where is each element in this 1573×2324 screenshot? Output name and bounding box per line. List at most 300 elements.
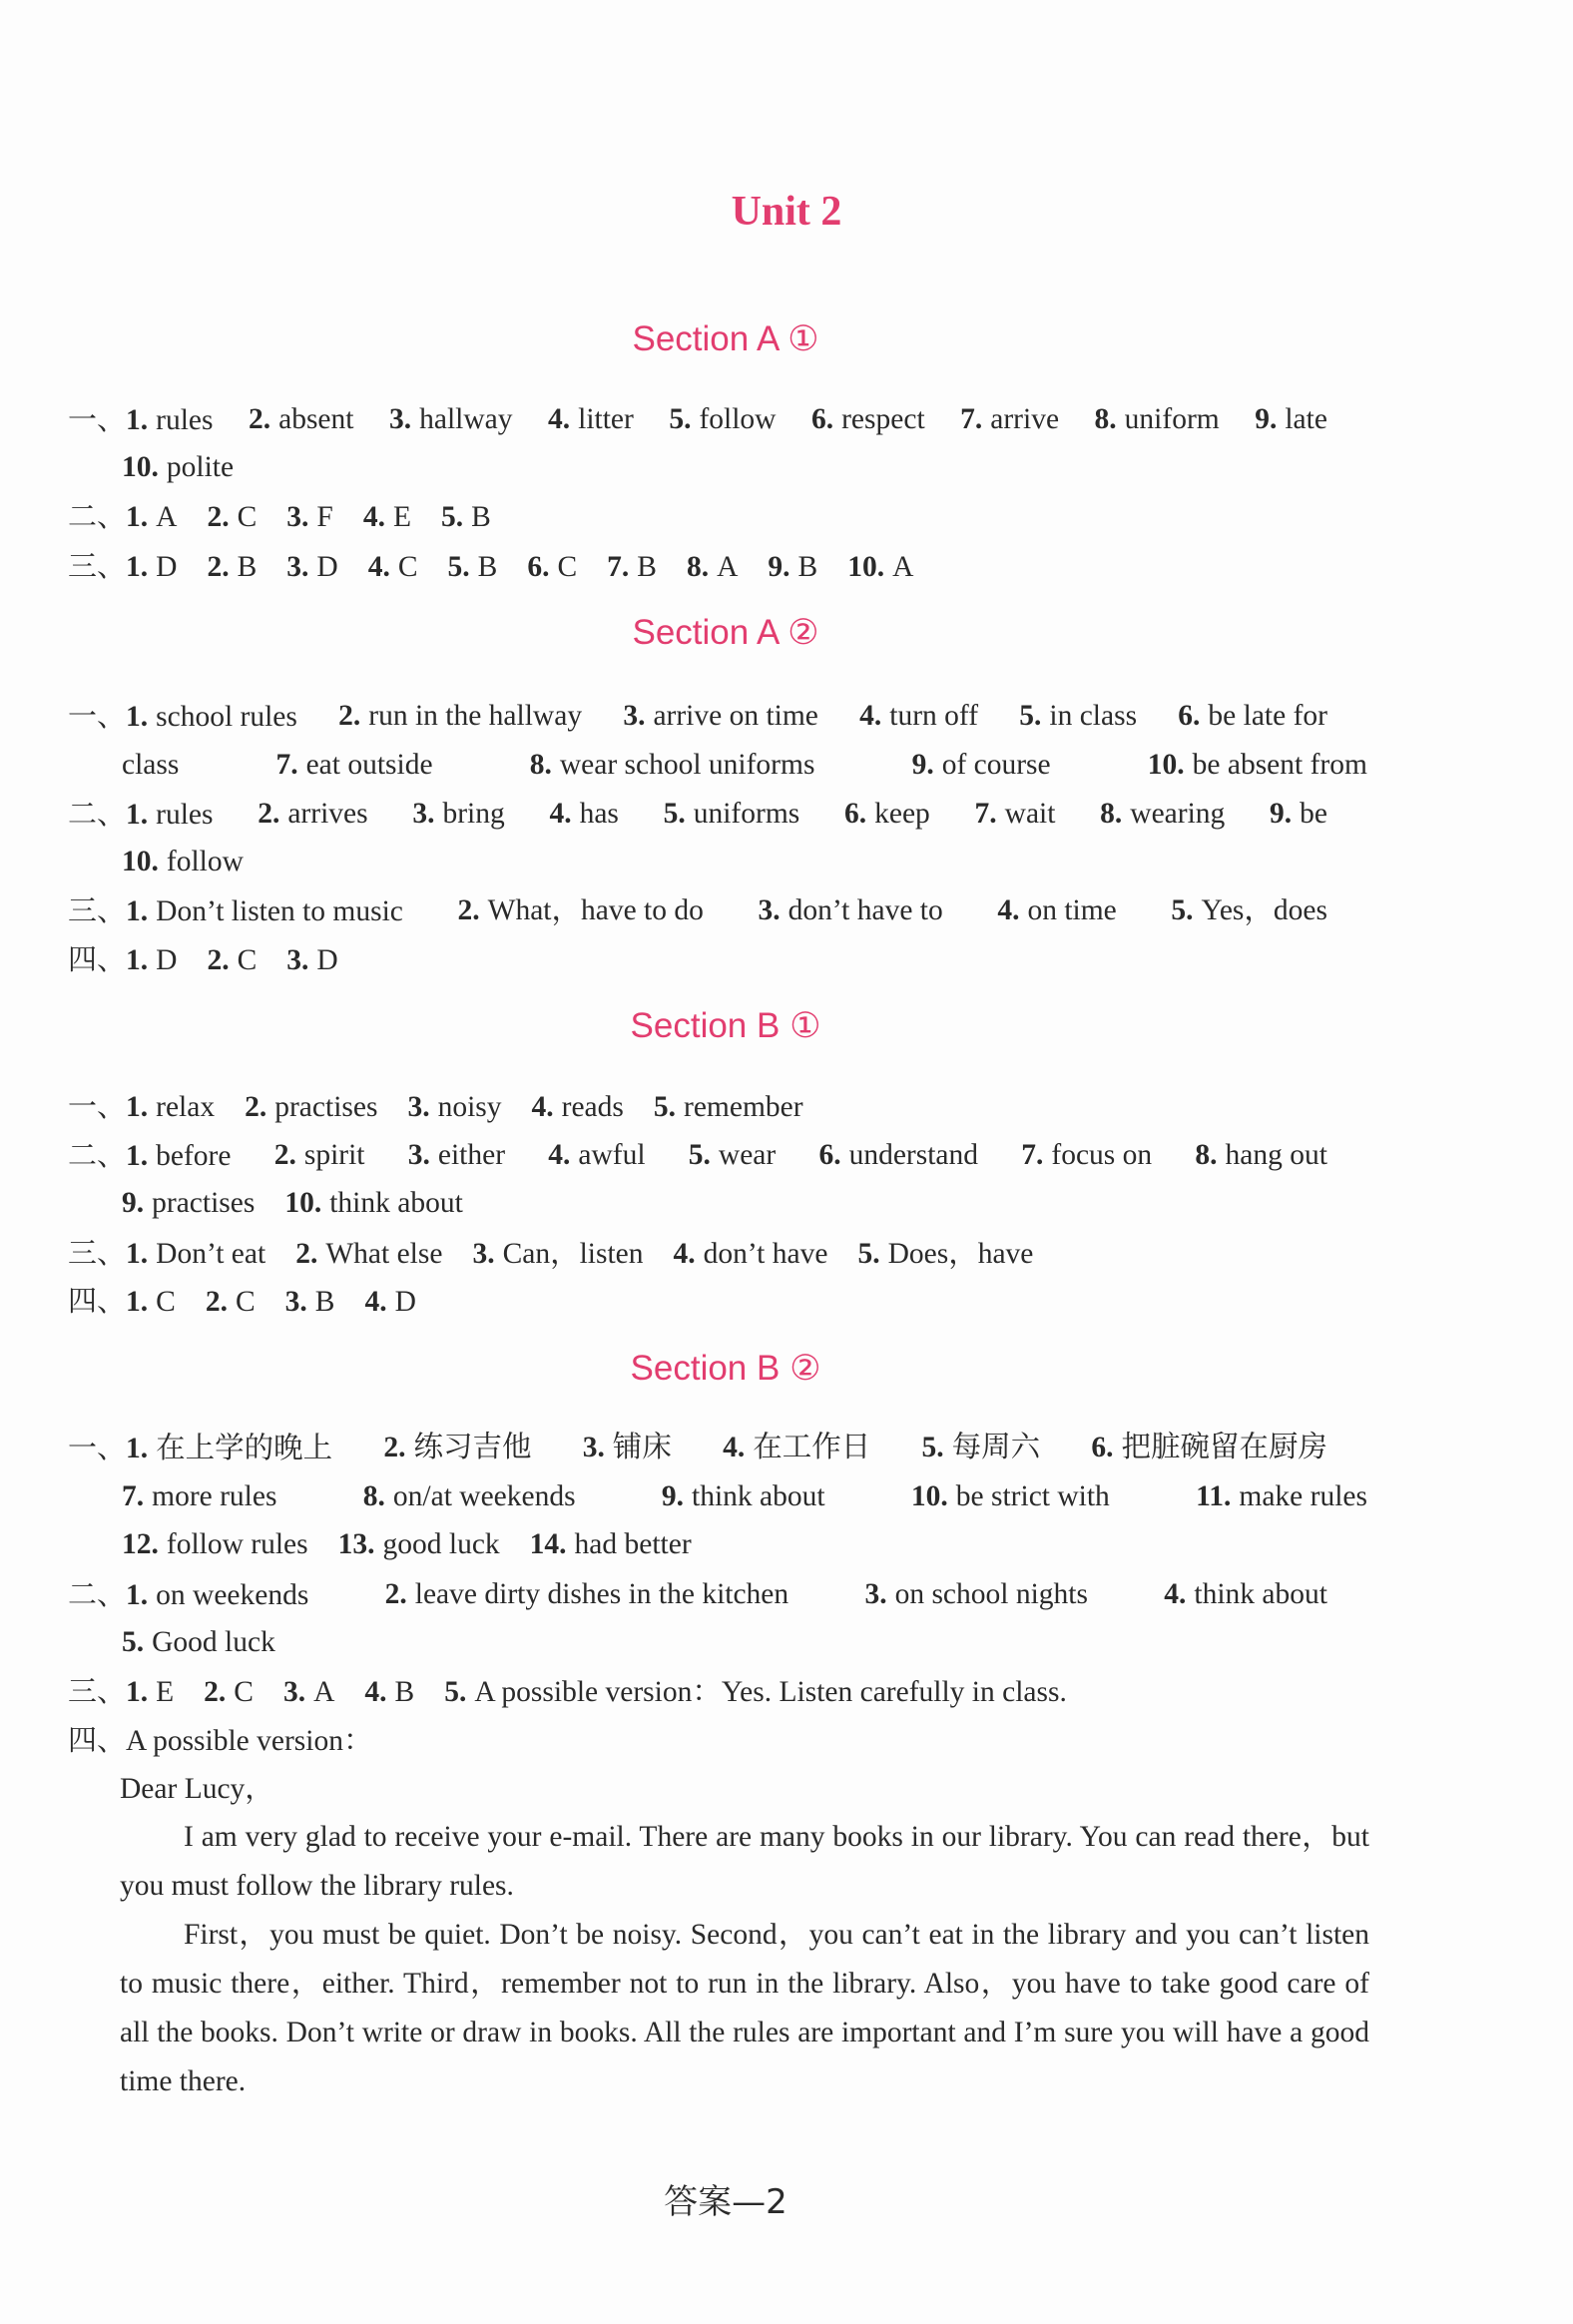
answer-item [286,940,337,980]
answer-text: noisy [437,1091,502,1123]
answer-text: A possible version：Yes. Listen carefully in class. [474,1676,1067,1708]
answer-number: 4. [723,1432,746,1463]
b2-q1-line [68,1428,1327,1468]
question-mark: 三、 [68,1674,127,1708]
a2-q1-cont [122,745,1367,785]
answer-text: remember [684,1091,803,1123]
answer-item [1021,1135,1152,1176]
question-mark: 二、 [68,1138,127,1172]
answer-item [122,1476,276,1516]
answer-text: follow rules [166,1528,308,1560]
b1-q3-line [68,1233,1385,1274]
answer-text: good luck [382,1528,500,1560]
question-mark: 三、 [68,893,127,927]
answer-number: 8. [1100,798,1123,830]
answer-item [674,1234,828,1274]
answer-item [122,842,244,881]
answer-text: 练习吉他 [413,1432,532,1463]
answer-number: 1. [126,551,149,583]
answer-text: of course [941,749,1051,781]
answer-item [975,794,1056,835]
answer-item [68,1428,332,1468]
answer-number: 5. [688,1139,711,1171]
b1-q2-line [68,1135,1327,1176]
answer-text: either [437,1139,506,1171]
answer-text: hang out [1225,1139,1327,1171]
answer-number: 9. [768,551,790,583]
answer-text: polite [166,451,235,483]
answer-text: litter [578,403,634,435]
answer-text: on weekends [156,1579,309,1611]
answer-item [363,497,411,537]
answer-item [206,1282,256,1322]
answer-item [548,1135,645,1176]
answer-item [68,1135,231,1176]
answer-number: 1. [126,944,149,976]
answer-text: follow [166,846,244,877]
answer-item [122,1183,255,1223]
question-mark: 三、 [68,1236,127,1270]
answer-item [207,497,257,537]
answer-number: 3. [472,1238,495,1270]
section-b1-heading: Section B ① [630,1006,821,1045]
answer-text: D [156,944,178,976]
question-mark: 二、 [68,1577,127,1611]
answer-item [126,940,177,980]
answer-text: B [797,551,818,583]
answer-number: 5. [440,501,464,533]
answer-number: 4. [364,1676,387,1708]
answer-text: C [234,1676,254,1708]
answer-number: 10. [847,551,885,583]
answer-item [758,890,942,931]
answer-text: on/at weekends [392,1480,576,1512]
question-mark: 一、 [68,1089,127,1123]
answer-text: on time [1027,894,1117,926]
answer-item [68,399,213,440]
answer-number: 3. [286,551,309,583]
answer-number: 7. [607,551,630,583]
answer-text: Don’t listen to music [156,895,403,927]
answer-item [1171,890,1327,931]
answer-text: 把脏碗留在厨房 [1121,1432,1327,1463]
answer-number: 1. [126,404,149,436]
answer-text: 在工作日 [753,1432,871,1463]
answer-item [68,696,297,737]
answer-number: 1. [126,895,149,927]
answer-item [274,1135,365,1176]
answer-text: E [156,1676,175,1708]
b2-q3-line [68,1671,1385,1712]
answer-number: 8. [1195,1139,1218,1171]
answer-text: F [316,501,333,533]
answer-item [1164,1574,1327,1615]
answer-text: wear [718,1139,777,1171]
answer-text: focus on [1051,1139,1153,1171]
answer-number: 12. [122,1528,159,1560]
answer-item [407,1087,501,1127]
answer-text: B [394,1676,415,1708]
answer-item [1019,696,1137,737]
page-number: 答案—2 [664,2182,787,2222]
answer-item [204,1672,254,1712]
answer-text: before [156,1140,232,1172]
answer-text: understand [848,1139,979,1171]
answer-number: 4. [673,1238,696,1270]
answer-text: B [314,1286,335,1318]
answer-number: 7. [122,1480,145,1512]
answer-number: 11. [1196,1480,1232,1512]
answer-item [1178,696,1327,737]
question-mark: 四、 [68,942,127,976]
answer-item [1148,745,1367,785]
answer-number: 6. [818,1139,841,1171]
answer-item [295,1234,442,1274]
answer-text: don’t have to [787,894,943,926]
answer-item [723,1428,870,1468]
answer-number: 3. [282,1676,306,1708]
answer-number: 2. [205,1286,228,1318]
answer-number: 5. [1171,894,1194,926]
answer-text: A [156,501,178,533]
answer-item [122,745,179,785]
answer-number: 4. [548,403,571,435]
answer-text: school rules [156,701,297,733]
answer-item [364,1282,415,1322]
a2-q3-line [68,890,1327,931]
answer-number: 13. [337,1528,375,1560]
answer-item [532,1087,624,1127]
answer-item [122,1524,308,1564]
answer-item [245,1087,377,1127]
answer-text: more rules [152,1480,277,1512]
answer-text: Don’t eat [156,1238,266,1270]
answer-item [768,547,817,587]
answer-number: 5. [444,1676,467,1708]
answer-number: 10. [284,1187,322,1219]
answer-text: wear school uniforms [559,749,815,781]
answer-text: C [397,551,418,583]
answer-item [385,1574,789,1615]
answer-number: 8. [686,551,710,583]
answer-number: 10. [910,1480,948,1512]
answer-text: had better [574,1528,692,1560]
answer-number: 4. [531,1091,554,1123]
answer-item [412,794,504,835]
question-mark: 一、 [68,699,127,733]
answer-text: Good luck [152,1626,275,1658]
answer-item [607,547,657,587]
answer-item [283,1672,334,1712]
answer-number: 9. [661,1480,685,1512]
answer-number: 6. [843,798,867,830]
answer-text: What，have to do [487,894,704,926]
a1-q1-cont [122,447,1439,487]
answer-text: Does，have [887,1238,1034,1270]
answer-text: leave dirty dishes in the kitchen [414,1578,789,1610]
a2-q4-line [68,939,1385,980]
answer-item [285,1282,335,1322]
answer-number: 3. [407,1091,430,1123]
answer-number: 3. [407,1139,430,1171]
answer-text: uniforms [693,798,800,830]
section-b2-heading: Section B ② [630,1349,821,1388]
answer-item [472,1234,643,1274]
answer-number: 2. [207,551,230,583]
answer-text: D [394,1286,416,1318]
answer-number: 4. [1164,1578,1187,1610]
answer-item [664,794,800,835]
answer-item [444,1672,1067,1712]
answer-number: 7. [960,403,983,435]
answer-text: wait [1004,798,1056,830]
question-mark: 二、 [68,499,127,533]
answer-item [912,745,1051,785]
answer-text: has [579,798,619,830]
answer-number: 14. [529,1528,567,1560]
answer-number: 2. [384,1578,407,1610]
answer-number: 2. [383,1432,406,1463]
letter-paragraph-1: I am very glad to receive your e-mail. There are many books in our library. You can read there，but you must follow the library rules. [120,1821,1369,1902]
answer-item [811,399,925,440]
answer-item [548,399,634,440]
answer-text: rules [156,404,214,436]
answer-item [687,547,738,587]
question-mark: 四、 [68,1723,127,1757]
answer-item [258,794,367,835]
answer-item [363,1476,576,1516]
answer-item [654,1087,803,1127]
answer-item [662,1476,825,1516]
answer-number: 10. [122,451,159,483]
answer-item [68,890,403,931]
answer-number: 2. [258,798,280,830]
answer-number: 3. [412,798,435,830]
answer-text: hallway [419,403,513,435]
answer-number: 9. [122,1187,145,1219]
answer-number: 2. [295,1238,318,1270]
answer-text: arrive [990,403,1060,435]
answer-text: D [316,944,338,976]
answer-text: rules [156,799,214,831]
b1-q4-line [68,1281,1385,1322]
answer-text: reads [561,1091,624,1123]
a1-q3-line [68,546,1385,587]
letter-paragraph-2: First，you must be quiet. Don’t be noisy. Second，you can’t eat in the library and you can’t listen to music there，either. Third，remember not to run in the library. Also，you have to take good care of all the books. Don’t write or draw in books. All the rules are important and I’m sure you will have a good time there. [120,1919,1369,2097]
answer-text: uniform [1124,403,1220,435]
answer-number: 10. [122,846,159,877]
answer-item [1095,399,1220,440]
answer-item [122,447,234,487]
answer-text: on school nights [894,1578,1088,1610]
answer-number: 6. [1178,700,1201,732]
answer-number: 9. [1270,798,1293,830]
b2-q2-line [68,1574,1327,1615]
answer-text: B [477,551,498,583]
answer-text: think about [329,1187,463,1219]
answer-number: 4. [364,1286,387,1318]
answer-item [1270,794,1327,835]
answer-text: late [1285,403,1327,435]
answer-number: 6. [810,403,834,435]
answer-item [207,547,257,587]
answer-item [275,745,432,785]
answer-text: eat outside [305,749,433,781]
answer-number: 1. [126,799,149,831]
answer-number: 3. [582,1432,605,1463]
answer-number: 3. [758,894,781,926]
answer-number: 8. [1094,403,1117,435]
answer-number: 1. [126,1579,149,1611]
answer-text: B [471,501,491,533]
question-mark: 四、 [68,1284,127,1318]
answer-number: 4. [859,700,882,732]
answer-item [68,1574,308,1615]
b2-q4-intro-line [68,1720,1385,1761]
answer-text: relax [156,1091,216,1123]
answer-item [623,696,818,737]
answer-text: in class [1049,700,1138,732]
answer-text: bring [442,798,505,830]
answer-number: 1. [126,1091,149,1123]
answer-item [441,497,491,537]
answer-text: A [892,551,914,583]
answer-item [122,1622,275,1662]
answer-text: turn off [889,700,979,732]
answer-text: C [237,944,258,976]
answer-item [864,1574,1088,1615]
answer-number: 4. [548,1139,571,1171]
answer-item [583,1428,672,1468]
answer-number: 2. [338,700,361,732]
answer-number: 7. [1021,1139,1044,1171]
answer-number: 3. [284,1286,307,1318]
answer-number: 2. [207,501,230,533]
answer-item [126,497,177,537]
writing-intro: A possible version： [126,1725,373,1757]
answer-item [448,547,498,587]
answer-text: Yes，does [1201,894,1327,926]
answer-number: 6. [527,551,550,583]
answer-item [818,1135,978,1176]
answer-number: 2. [204,1676,227,1708]
answer-number: 9. [911,749,934,781]
answer-text: follow [699,403,777,435]
answer-item [364,1672,414,1712]
b1-q2-cont [122,1183,1439,1223]
answer-item [126,1672,174,1712]
answer-text: practises [152,1187,256,1219]
answer-item [284,1183,462,1223]
answer-item [1255,399,1327,440]
answer-number: 5. [921,1432,944,1463]
b2-q2-cont [122,1622,1439,1662]
unit-title: Unit 2 [731,189,842,235]
answer-text: think about [1194,1578,1327,1610]
answer-text: B [237,551,258,583]
answer-text: make rules [1239,1480,1367,1512]
answer-number: 2. [245,1091,267,1123]
answer-text: Can，listen [502,1238,644,1270]
answer-item [530,745,815,785]
answer-number: 4. [549,798,572,830]
answer-number: 10. [1147,749,1185,781]
answer-item [1195,1135,1327,1176]
answer-text: 在上学的晚上 [156,1433,333,1464]
answer-text: think about [692,1480,825,1512]
answer-item [689,1135,776,1176]
answer-number: 5. [663,798,686,830]
answer-number: 3. [286,501,309,533]
answer-text: E [392,501,411,533]
answer-item [1100,794,1225,835]
b1-q1-line [68,1086,1385,1127]
answer-text: be [1300,798,1327,830]
answer-number: 8. [362,1480,385,1512]
answer-item [921,1428,1040,1468]
a1-q2-line [68,496,1385,537]
answer-item [368,547,418,587]
answer-item [389,399,513,440]
a2-q1-line [68,696,1327,737]
answer-number: 1. [126,1286,149,1318]
answer-item [286,497,333,537]
answer-text: arrive on time [653,700,818,732]
answer-item [1196,1476,1367,1516]
answer-text: A [313,1676,335,1708]
b2-q1-cont [122,1476,1367,1516]
answer-item [338,1524,500,1564]
answer-number: 1. [126,1238,149,1270]
answer-text: B [637,551,657,583]
answer-number: 1. [126,1433,149,1464]
question-mark: 一、 [68,1431,127,1464]
question-mark: 二、 [68,797,127,831]
answer-text: be strict with [955,1480,1110,1512]
answer-item [844,794,930,835]
answer-item [847,547,913,587]
answer-number: 1. [126,1140,149,1172]
answer-item [859,696,978,737]
answer-number: 7. [974,798,997,830]
answer-text: spirit [303,1139,365,1171]
section-a2-heading: Section A ② [632,613,819,652]
answer-item [126,547,177,587]
answer-number: 4. [997,894,1020,926]
answer-item [960,399,1059,440]
answer-item [207,940,257,980]
answer-item [286,547,337,587]
answer-text: practises [274,1091,378,1123]
section-a1-heading: Section A ① [632,319,819,358]
b2-q1-cont2 [122,1524,1439,1564]
answer-number: 9. [1255,403,1278,435]
page-footer [0,2174,1451,2223]
answer-text: be late for [1208,700,1327,732]
answer-number: 5. [447,551,470,583]
answer-text: awful [578,1139,646,1171]
answer-item [126,1087,215,1127]
answer-item [249,399,354,440]
answer-number: 5. [122,1626,145,1658]
answer-item [911,1476,1110,1516]
answer-number: 2. [273,1139,296,1171]
answer-number: 4. [367,551,390,583]
answer-text: wearing [1130,798,1226,830]
answer-number: 6. [1091,1432,1114,1463]
a2-q2-line [68,794,1327,835]
answer-number: 7. [275,749,298,781]
